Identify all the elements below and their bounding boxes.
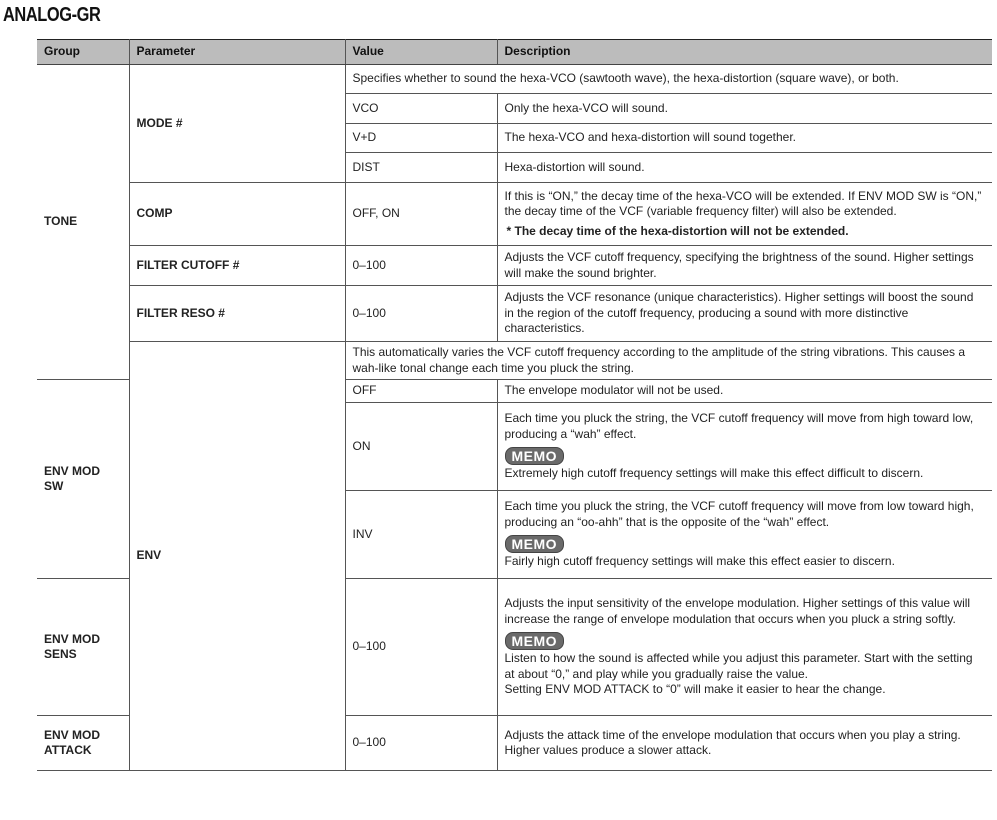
env-inv-memo: Fairly high cutoff frequency settings will make this effect easier to discern. bbox=[504, 554, 895, 569]
value-vd: V+D bbox=[345, 124, 497, 153]
env-inv-description: Each time you pluck the string, the VCF cutoff frequency will move from low toward high, producing an “oo-ahh” that is the opposite of the “wah” effect. bbox=[504, 499, 974, 529]
value-env-off: OFF bbox=[345, 380, 497, 403]
desc-env-mod-sens bbox=[497, 579, 992, 716]
param-env-mod-attack: ENV MOD ATTACK bbox=[37, 716, 129, 771]
value-env-mod-attack: 0–100 bbox=[345, 716, 497, 771]
value-env-inv: INV bbox=[345, 491, 497, 579]
group-tone: TONE bbox=[37, 65, 129, 380]
param-env-mod-sens: ENV MOD SENS bbox=[37, 579, 129, 716]
env-sens-memo-1: Listen to how the sound is affected while you adjust this parameter. Start with the setting at about “0,” and play while you gradually raise the value. bbox=[504, 651, 973, 681]
param-env-mod-sw: ENV MOD SW bbox=[37, 380, 129, 579]
table-header-row bbox=[37, 40, 992, 65]
desc-filter-cutoff: Adjusts the VCF cutoff frequency, specifying the brightness of the sound. Higher settings will make the sound brighter. bbox=[497, 246, 992, 286]
memo-badge: MEMO bbox=[505, 632, 565, 650]
value-filter-cutoff: 0–100 bbox=[345, 246, 497, 286]
env-attack-description-2: Higher values produce a slower attack. bbox=[504, 743, 712, 757]
env-on-memo: Extremely high cutoff frequency settings will make this effect difficult to discern. bbox=[504, 466, 924, 481]
value-env-mod-sens: 0–100 bbox=[345, 579, 497, 716]
memo-badge: MEMO bbox=[505, 535, 565, 553]
env-on-description: Each time you pluck the string, the VCF cutoff frequency will move from high toward low, producing a “wah” effect. bbox=[504, 411, 974, 441]
value-vco: VCO bbox=[345, 94, 497, 124]
env-intro: This automatically varies the VCF cutoff frequency according to the amplitude of the string vibrations. This causes a wah-like tonal change each time you pluck the string. bbox=[345, 342, 992, 380]
table-row bbox=[37, 286, 992, 342]
header-value: Value bbox=[345, 40, 497, 65]
memo-badge: MEMO bbox=[505, 447, 565, 465]
desc-vco: Only the hexa-VCO will sound. bbox=[497, 94, 992, 124]
param-filter-cutoff: FILTER CUTOFF # bbox=[129, 246, 345, 286]
parameter-table bbox=[37, 39, 992, 771]
value-env-on: ON bbox=[345, 403, 497, 491]
value-dist: DIST bbox=[345, 153, 497, 183]
desc-env-inv bbox=[497, 491, 992, 579]
desc-filter-reso: Adjusts the VCF resonance (unique characteristics). Higher settings will boost the sound in the region of the cutoff frequency, producing a sound with more distinctive characteristics. bbox=[497, 286, 992, 342]
comp-description: If this is “ON,” the decay time of the hexa-VCO will be extended. If ENV MOD SW is “ON,” the decay time of the VCF (variable frequency filter) will also be extended. bbox=[504, 188, 982, 219]
env-sens-description: Adjusts the input sensitivity of the envelope modulation. Higher settings of this value will increase the range of envelope modulation that occurs when you pluck a string softly. bbox=[504, 596, 971, 626]
header-description: Description bbox=[497, 40, 992, 65]
env-sens-memo-2: Setting ENV MOD ATTACK to “0” will make it easier to hear the change. bbox=[504, 682, 886, 697]
table-row bbox=[37, 65, 992, 94]
desc-env-on bbox=[497, 403, 992, 491]
desc-dist: Hexa-distortion will sound. bbox=[497, 153, 992, 183]
table-row bbox=[37, 183, 992, 246]
desc-comp bbox=[497, 183, 992, 246]
param-comp: COMP bbox=[129, 183, 345, 246]
table-row bbox=[37, 246, 992, 286]
group-env: ENV bbox=[129, 342, 345, 771]
page-title: ANALOG-GR bbox=[3, 4, 101, 26]
desc-env-mod-attack bbox=[497, 716, 992, 771]
desc-vd: The hexa-VCO and hexa-distortion will sound together. bbox=[497, 124, 992, 153]
comp-note: * The decay time of the hexa-distortion will not be extended. bbox=[506, 223, 849, 238]
mode-intro: Specifies whether to sound the hexa-VCO (sawtooth wave), the hexa-distortion (square wave), or both. bbox=[345, 65, 992, 94]
param-filter-reso: FILTER RESO # bbox=[129, 286, 345, 342]
table-row bbox=[37, 342, 992, 380]
desc-env-off: The envelope modulator will not be used. bbox=[497, 380, 992, 403]
value-comp: OFF, ON bbox=[345, 183, 497, 246]
param-mode: MODE # bbox=[129, 65, 345, 183]
header-parameter: Parameter bbox=[129, 40, 345, 65]
env-attack-description-1: Adjusts the attack time of the envelope modulation that occurs when you play a string. bbox=[504, 727, 961, 742]
header-group: Group bbox=[37, 40, 129, 65]
value-filter-reso: 0–100 bbox=[345, 286, 497, 342]
